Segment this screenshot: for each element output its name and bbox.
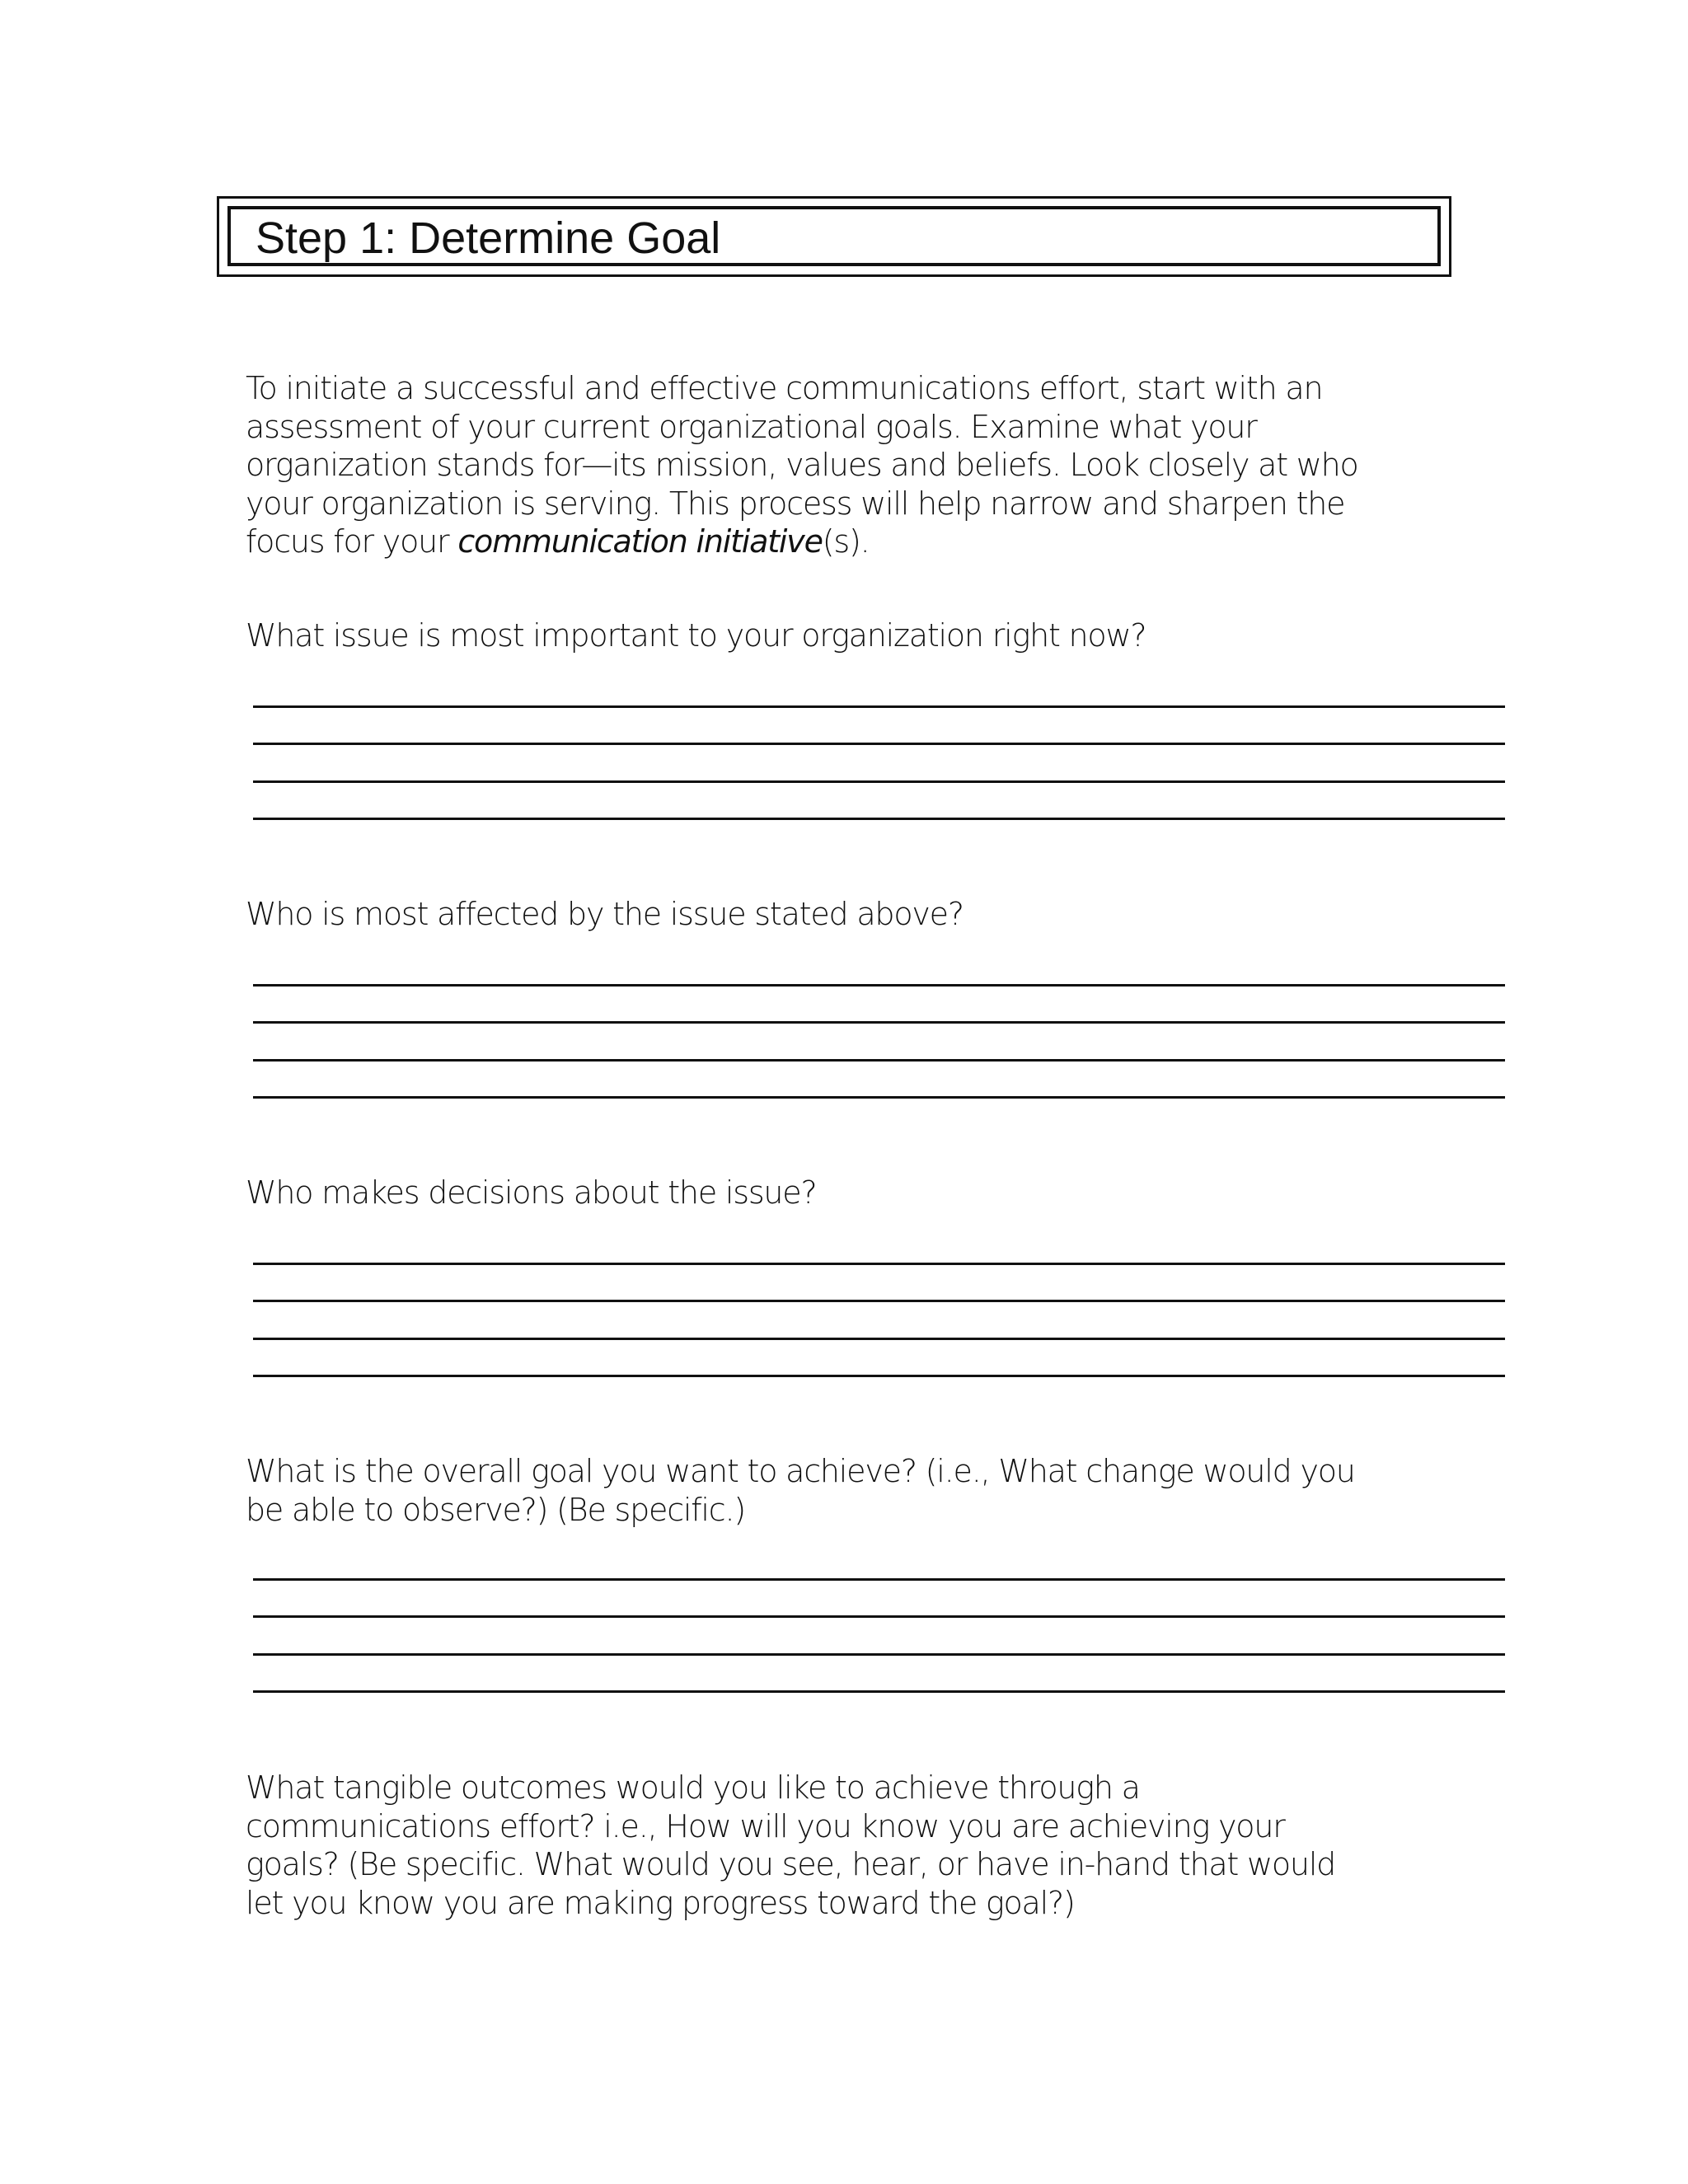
question-1: [246, 616, 1146, 655]
answer-line[interactable]: [253, 1096, 1505, 1099]
answer-line[interactable]: [253, 1690, 1505, 1693]
answer-line[interactable]: [253, 705, 1505, 708]
step-title-inner-frame: [227, 206, 1441, 266]
step-title-box: [217, 196, 1451, 277]
answer-line[interactable]: [253, 1653, 1505, 1656]
answer-line[interactable]: [253, 1615, 1505, 1618]
answer-line[interactable]: [253, 1059, 1505, 1062]
answer-line[interactable]: [253, 1338, 1505, 1340]
answer-line[interactable]: [253, 1300, 1505, 1302]
intro-line: organization stands for—its mission, values and beliefs. Look closely at who: [246, 447, 1358, 483]
answer-line[interactable]: [253, 1578, 1505, 1581]
question-text: be able to observe?) (Be specific.): [246, 1491, 745, 1528]
intro-paragraph: [246, 369, 1358, 561]
question-5: [246, 1769, 1335, 1922]
intro-line: assessment of your current organizational goals. Examine what your: [246, 408, 1257, 445]
intro-line: focus for your: [246, 523, 458, 560]
question-text: Who makes decisions about the issue?: [246, 1174, 817, 1211]
intro-italic-term: communication initiative: [457, 523, 823, 560]
question-2: [246, 895, 964, 934]
question-text: Who is most affected by the issue stated above?: [246, 896, 964, 932]
question-text: communications effort? i.e., How will you know you are achieving your: [246, 1807, 1285, 1844]
answer-line[interactable]: [253, 818, 1505, 820]
answer-line[interactable]: [253, 780, 1505, 783]
answer-line[interactable]: [253, 743, 1505, 745]
question-text: What tangible outcomes would you like to achieve through a: [246, 1769, 1140, 1806]
question-text: goals? (Be specific. What would you see, hear, or have in-hand that would: [246, 1846, 1336, 1882]
question-3: [246, 1174, 816, 1212]
intro-line: your organization is serving. This process will help narrow and sharpen the: [246, 485, 1345, 522]
intro-line: (s).: [822, 523, 870, 560]
question-text: let you know you are making progress toward the goal?): [246, 1884, 1075, 1921]
question-text: What is the overall goal you want to achieve? (i.e., What change would you: [246, 1453, 1355, 1489]
answer-line[interactable]: [253, 1021, 1505, 1024]
answer-line[interactable]: [253, 1263, 1505, 1265]
question-text: What issue is most important to your organization right now?: [246, 617, 1146, 654]
intro-line: To initiate a successful and effective communications effort, start with an: [246, 370, 1323, 406]
answer-line[interactable]: [253, 1375, 1505, 1377]
question-4: [246, 1452, 1355, 1529]
step-title: Step 1: Determine Goal: [256, 213, 721, 263]
answer-line[interactable]: [253, 984, 1505, 987]
